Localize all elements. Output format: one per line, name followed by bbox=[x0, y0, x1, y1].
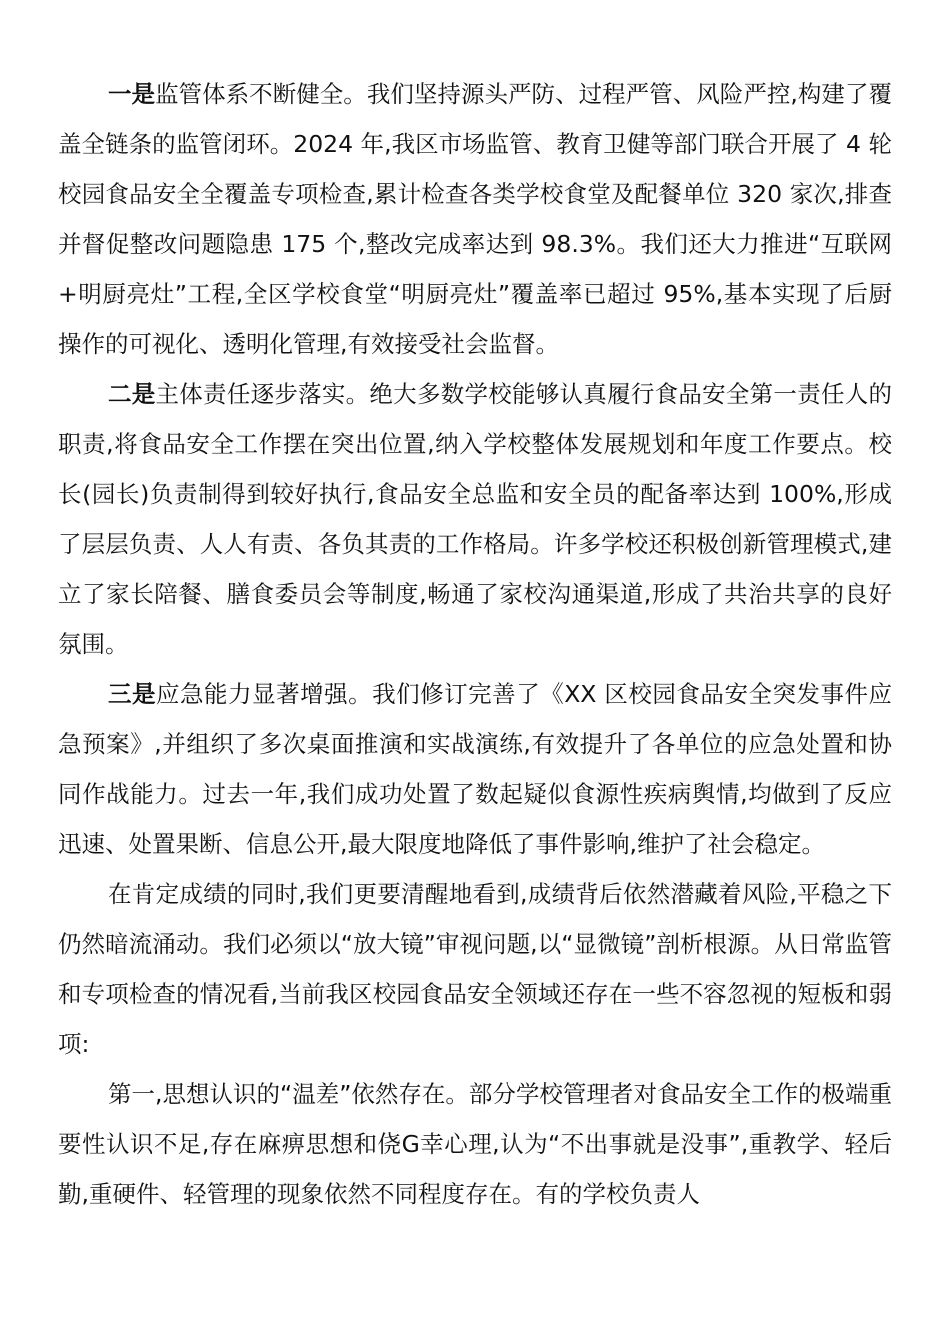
paragraph-lead-first: 一是 bbox=[108, 80, 156, 108]
paragraph-lead-third: 三是 bbox=[108, 680, 157, 708]
paragraph-first-issue bbox=[58, 1069, 892, 1219]
paragraph-body: 应急能力显著增强。我们修订完善了《XX 区校园食品安全突发事件应急预案》,并组织了多次桌面推演和实战演练,有效提升了各单位的应急处置和协同作战能力。过去一年,我们成功处置了数起疑似食源性疾病舆情,均做到了反应迅速、处置果断、信息公开,最大限度地降低了事件影响,维护了社会稳定。 bbox=[58, 680, 893, 858]
paragraph-body: 在肯定成绩的同时,我们更要清醒地看到,成绩背后依然潜藏着风险,平稳之下仍然暗流涌动。我们必须以“放大镜”审视问题,以“显微镜”剖析根源。从日常监管和专项检查的情况看,当前我区校园食品安全领域还存在一些不容忽视的短板和弱项: bbox=[58, 880, 892, 1058]
paragraph-main-responsibility bbox=[58, 369, 892, 669]
paragraph-body: 第一,思想认识的“温差”依然存在。部分学校管理者对食品安全工作的极端重要性认识不足,存在麻痹思想和侥G幸心理,认为“不出事就是没事”,重教学、轻后勤,重硬件、轻管理的现象依然不同程度存在。有的学校负责人 bbox=[58, 1080, 892, 1208]
paragraph-body: 主体责任逐步落实。绝大多数学校能够认真履行食品安全第一责任人的职责,将食品安全工作摆在突出位置,纳入学校整体发展规划和年度工作要点。校长(园长)负责制得到较好执行,食品安全总监和安全员的配备率达到 100%,形成了层层负责、人人有责、各负其责的工作格局。许多学校还积极创新管理模式,建立了家长陪餐、膳食委员会等制度,畅通了家校沟通渠道,形成了共治共享的良好氛围。 bbox=[58, 380, 892, 658]
paragraph-supervision-system bbox=[58, 69, 892, 369]
paragraph-lead-second: 二是 bbox=[108, 380, 156, 408]
paragraph-body: 监管体系不断健全。我们坚持源头严防、过程严管、风险严控,构建了覆盖全链条的监管闭环。2024 年,我区市场监管、教育卫健等部门联合开展了 4 轮校园食品安全全覆盖专项检查,累计检查各类学校食堂及配餐单位 320 家次,排查并督促整改问题隐患 175 个,整改完成率达到 98.3%。我们还大力推进“互联网+明厨亮灶”工程,全区学校食堂“明厨亮灶”覆盖率已超过 95%,基本实现了后厨操作的可视化、透明化管理,有效接受社会监督。 bbox=[58, 80, 892, 358]
document-page bbox=[58, 69, 892, 1219]
paragraph-risks-overview bbox=[58, 869, 892, 1069]
paragraph-emergency-capability bbox=[58, 669, 892, 869]
